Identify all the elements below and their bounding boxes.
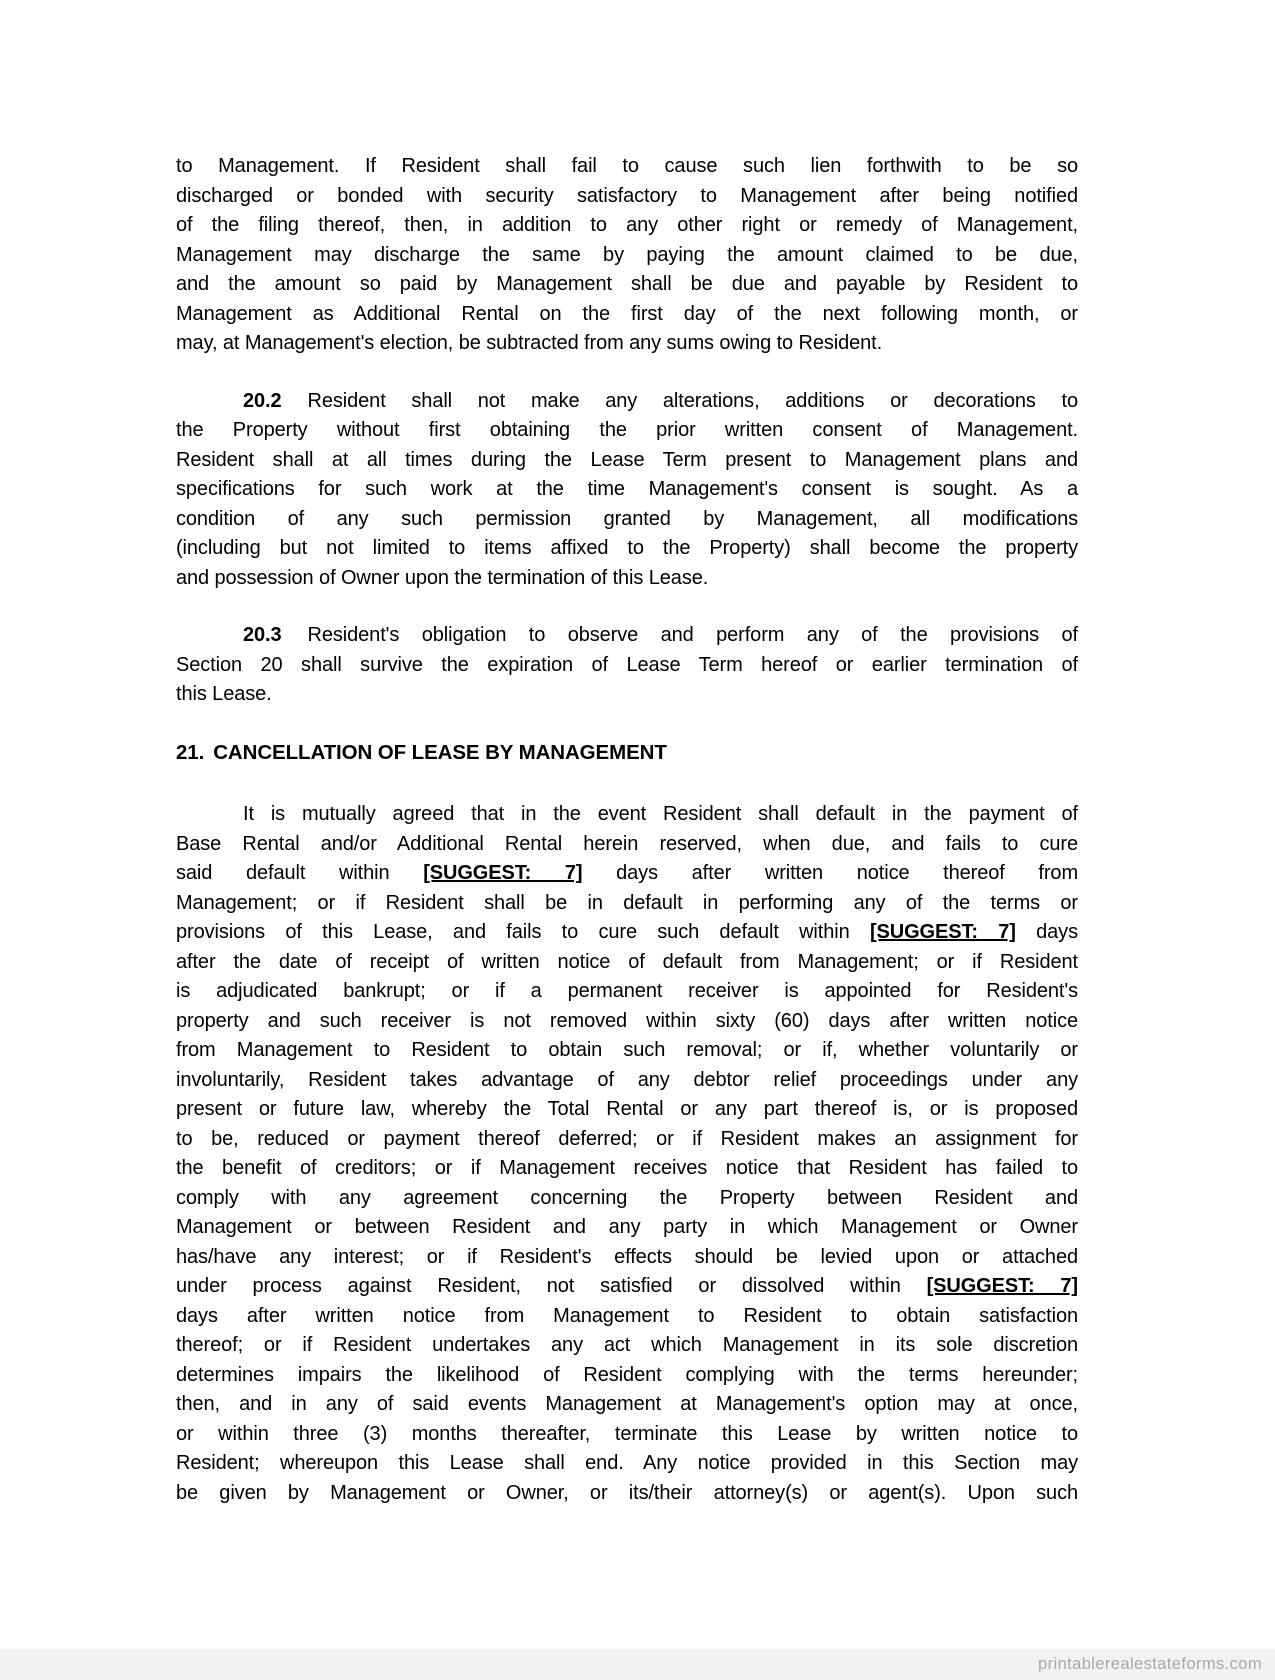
text-segment: has/have any interest; or if Resident's effects should be levied upon or attached [176,1245,1078,1268]
text-line [176,800,1078,830]
text-segment: from Management to Resident to obtain such removal; or if, whether voluntarily or [176,1039,1078,1061]
text-segment: days after written notice thereof from [582,862,1079,884]
text-segment: days after written notice from Management to Resident to obtain satisfaction [176,1304,1078,1327]
text-segment: then, and in any of said events Management at Management's option may at once, [176,1393,1078,1415]
text-segment: of the filing thereof, then, in addition to any other right or remedy of Management, [176,214,1078,236]
text-segment: or within three (3) months thereafter, terminate this Lease by written notice to [176,1422,1078,1445]
text-line [176,446,1078,476]
heading-number: 21. [176,740,205,764]
text-line [176,859,1078,889]
text-segment: said default within [176,862,424,884]
text-line [176,948,1078,978]
text-line [176,1007,1078,1037]
text-segment: property and such receiver is not removed within sixty (60) days after written notice [176,1009,1078,1032]
text-segment: this Lease. [176,683,272,705]
text-line [176,977,1078,1007]
text-segment: Resident's obligation to observe and perform any of the provisions of [307,624,1078,646]
text-segment: It is mutually agreed that in the event Resident shall default in the payment of [243,803,1078,825]
text-segment: Section 20 shall survive the expiration of Lease Term hereof or earlier termination of [176,653,1078,676]
text-line [176,1184,1078,1214]
section-heading [176,738,1078,768]
text-segment: Resident; whereupon this Lease shall end. Any notice provided in this Section may [176,1452,1078,1474]
text-line [176,918,1078,948]
suggest-token: [SUGGEST: 7] [423,862,583,884]
text-segment: (including but not limited to items affixed to the Property) shall become the property [176,537,1078,559]
text-segment: condition of any such permission granted by Management, all modifications [176,507,1078,530]
text-line [176,1449,1078,1479]
text-line [176,1361,1078,1391]
text-line [176,1154,1078,1184]
text-line [176,1390,1078,1420]
text-segment: involuntarily, Resident takes advantage of any debtor relief proceedings under any [176,1068,1078,1091]
text-segment: Base Rental and/or Additional Rental herein reserved, when due, and fails to cure [176,832,1078,855]
text-line [176,621,1078,651]
text-segment: after the date of receipt of written notice of default from Management; or if Resident [176,950,1078,973]
text-segment: specifications for such work at the time Management's consent is sought. As a [176,478,1078,500]
text-line [176,1331,1078,1361]
section-number: 20.3 [243,624,282,646]
paragraph [176,621,1078,710]
text-line [176,830,1078,860]
text-line [176,270,1078,300]
text-segment: to be, reduced or payment thereof deferred; or if Resident makes an assignment for [176,1127,1078,1150]
text-segment: provisions of this Lease, and fails to cure such default within [176,921,870,943]
text-line [176,1272,1078,1302]
text-segment: and possession of Owner upon the termination of this Lease. [176,566,709,589]
text-segment: determines impairs the likelihood of Resident complying with the terms hereunder; [176,1363,1078,1386]
text-segment: days [1015,921,1078,943]
text-segment: the benefit of creditors; or if Management receives notice that Resident has failed to [176,1157,1078,1179]
text-line [176,651,1078,681]
text-segment: discharged or bonded with security satisfactory to Management after being notified [176,184,1078,207]
text-line [176,387,1078,417]
text-line [176,1036,1078,1066]
text-line [176,505,1078,535]
text-line [176,329,1078,359]
section-number: 20.2 [243,389,282,412]
text-line [176,241,1078,271]
text-line [176,1066,1078,1096]
text-line [176,1302,1078,1332]
text-line [176,152,1078,182]
text-segment: CANCELLATION OF LEASE BY MANAGEMENT [213,740,667,764]
text-segment: the Property without first obtaining the prior written consent of Management. [176,419,1078,441]
text-line [176,889,1078,919]
text-line [176,416,1078,446]
text-line [176,475,1078,505]
text-line [176,1213,1078,1243]
text-segment: may, at Management's election, be subtracted from any sums owing to Resident. [176,332,883,354]
paragraph [176,800,1078,1508]
text-segment: and the amount so paid by Management shall be due and payable by Resident to [176,273,1078,295]
text-segment: Management as Additional Rental on the first day of the next following month, or [176,302,1078,325]
text-line [176,1243,1078,1273]
text-line [176,680,1078,710]
text-line [176,182,1078,212]
paragraph [176,152,1078,359]
text-segment: comply with any agreement concerning the Property between Resident and [176,1186,1078,1209]
text-line [176,1125,1078,1155]
text-line [176,211,1078,241]
text-line [176,1479,1078,1509]
document-body [176,152,1078,1536]
text-line [176,738,1078,768]
text-segment: Management may discharge the same by paying the amount claimed to be due, [176,243,1078,266]
suggest-token: [SUGGEST: 7] [869,921,1016,943]
footer-site-text: printablerealestateforms.com [1038,1655,1262,1673]
text-segment: Management; or if Resident shall be in default in performing any of the terms or [176,891,1078,914]
text-line [176,564,1078,594]
text-segment: Resident shall at all times during the Lease Term present to Management plans and [176,448,1078,471]
text-segment: thereof; or if Resident undertakes any act which Management in its sole discretion [176,1334,1078,1356]
footer-bar [0,1649,1275,1680]
paragraph [176,387,1078,594]
text-segment: Management or between Resident and any party in which Management or Owner [176,1216,1078,1238]
text-segment: present or future law, whereby the Total Rental or any part thereof is, or is proposed [176,1098,1078,1120]
text-segment: is adjudicated bankrupt; or if a permanent receiver is appointed for Resident's [176,980,1078,1002]
text-segment: Resident shall not make any alterations, additions or decorations to [307,389,1078,412]
text-line [176,300,1078,330]
text-segment: to Management. If Resident shall fail to cause such lien forthwith to be so [176,155,1078,177]
text-segment: under process against Resident, not satisfied or dissolved within [176,1275,927,1297]
text-line [176,1420,1078,1450]
suggest-token: [SUGGEST: 7] [926,1275,1078,1297]
text-segment: be given by Management or Owner, or its/their attorney(s) or agent(s). Upon such [176,1481,1078,1504]
text-line [176,534,1078,564]
text-line [176,1095,1078,1125]
